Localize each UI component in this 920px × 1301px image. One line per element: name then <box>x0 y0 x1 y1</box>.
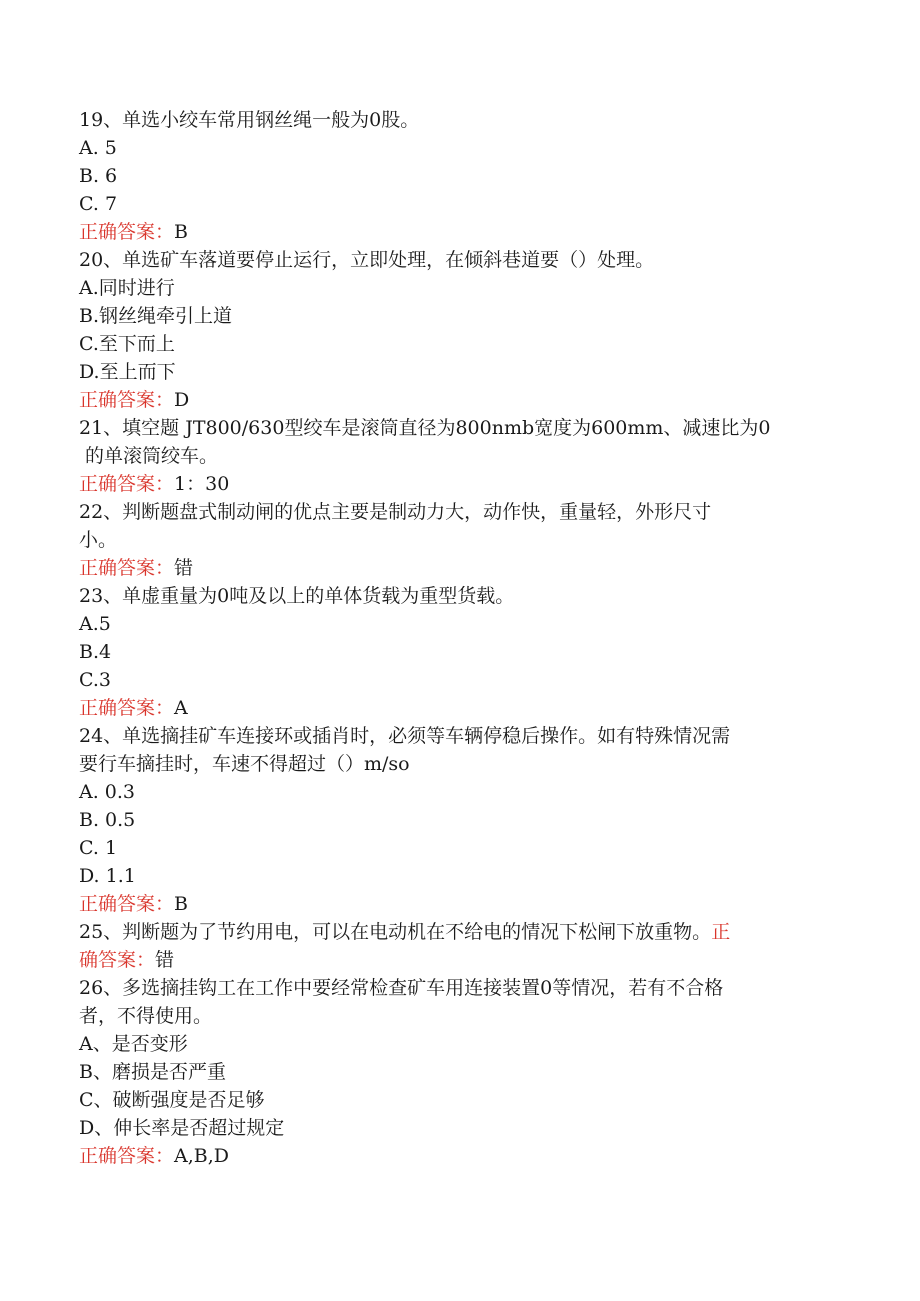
question-20-option-a: A.同时进行 <box>79 277 175 299</box>
question-24-option-a: A. 0.3 <box>79 781 136 803</box>
question-26-option-b: B、磨损是否严重 <box>79 1061 226 1083</box>
question-24-option-d: D. 1.1 <box>79 865 136 887</box>
question-25-text <box>79 918 821 946</box>
answer-value: 1：30 <box>174 473 230 495</box>
question-26-text-line-2: 者，不得使用。 <box>79 1005 213 1027</box>
question-24-answer <box>79 890 821 918</box>
question-25-body: 25、判断题为了节约用电，可以在电动机在不给电的情况下松闸下放重物。 <box>79 921 712 943</box>
answer-label: 正确答案： <box>79 697 175 719</box>
answer-label: 正确答案： <box>79 557 175 579</box>
question-19-text: 19、单选小绞车常用钢丝绳一般为0股。 <box>79 109 420 131</box>
question-26-answer <box>79 1142 821 1170</box>
question-24-text-line-1: 24、单选摘挂矿车连接环或插肖时，必须等车辆停稳后操作。如有特殊情况需 <box>79 725 731 747</box>
question-20-option-b: B.钢丝绳牵引上道 <box>79 305 233 327</box>
answer-label: 正确答案： <box>79 1145 175 1167</box>
question-19-answer <box>79 218 821 246</box>
question-list <box>79 106 821 1170</box>
answer-label-part-2: 确答案： <box>79 949 156 971</box>
question-19-option-b: B. 6 <box>79 165 118 187</box>
question-23-option-c: C.3 <box>79 669 111 691</box>
question-26-text-line-1: 26、多选摘挂钩工在工作中要经常检查矿车用连接装置0等情况，若有不合格 <box>79 977 724 999</box>
answer-value: 错 <box>155 949 175 971</box>
question-19-option-a: A. 5 <box>79 137 117 159</box>
question-20-option-c: C.至下而上 <box>79 333 175 355</box>
answer-value: A <box>174 697 188 719</box>
answer-label: 正确答案： <box>79 473 175 495</box>
question-19-option-c: C. 7 <box>79 193 118 215</box>
answer-label: 正确答案： <box>79 893 175 915</box>
question-20-option-d: D.至上而下 <box>79 361 176 383</box>
question-24-option-b: B. 0.5 <box>79 809 136 831</box>
question-24-text-line-2: 要行车摘挂时，车速不得超过（）m/so <box>79 753 410 775</box>
question-26-option-a: A、是否变形 <box>79 1033 188 1055</box>
question-26-option-d: D、伸长率是否超过规定 <box>79 1117 285 1139</box>
question-20-answer <box>79 386 821 414</box>
question-22-answer <box>79 554 821 582</box>
question-23-option-a: A.5 <box>79 613 111 635</box>
answer-value: D <box>174 389 190 411</box>
question-20-text: 20、单选矿车落道要停止运行，立即处理，在倾斜巷道要（）处理。 <box>79 249 655 271</box>
question-23-option-b: B.4 <box>79 641 112 663</box>
answer-label: 正确答案： <box>79 221 175 243</box>
question-21-answer <box>79 470 821 498</box>
answer-value: B <box>174 221 188 243</box>
answer-label-part-1: 正 <box>711 921 731 943</box>
answer-value: 错 <box>174 557 194 579</box>
answer-value: A,B,D <box>174 1145 230 1167</box>
question-23-text: 23、单虚重量为0吨及以上的单体货载为重型货载。 <box>79 585 515 607</box>
answer-label: 正确答案： <box>79 389 175 411</box>
question-21-text-line-2: 的单滚筒绞车。 <box>79 445 219 467</box>
question-23-answer <box>79 694 821 722</box>
question-22-text-line-1: 22、判断题盘式制动闸的优点主要是制动力大，动作快，重量轻，外形尺寸 <box>79 501 712 523</box>
question-24-option-c: C. 1 <box>79 837 118 859</box>
question-21-text-line-1: 21、填空题 JT800/630型绞车是滚筒直径为800nmb宽度为600mm、减速比为0 <box>79 417 771 439</box>
answer-value: B <box>174 893 188 915</box>
question-25-answer <box>79 946 821 974</box>
question-26-option-c: C、破断强度是否足够 <box>79 1089 265 1111</box>
question-22-text-line-2: 小。 <box>79 529 118 551</box>
